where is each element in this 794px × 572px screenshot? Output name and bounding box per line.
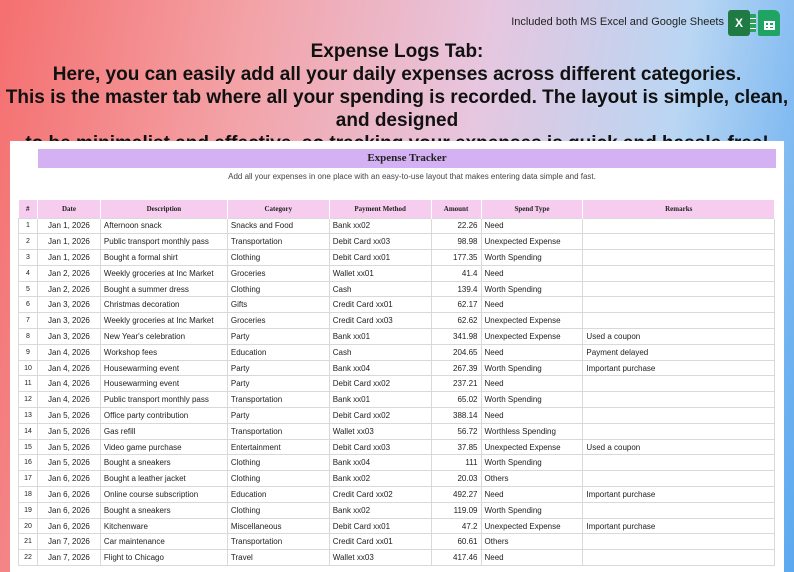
date-cell[interactable]: Jan 7, 2026 (37, 550, 100, 566)
sheet-title: Expense Tracker (38, 149, 776, 168)
table-row (19, 234, 775, 250)
category-cell[interactable]: Transportation (227, 392, 329, 408)
category-cell[interactable]: Party (227, 329, 329, 345)
description-cell[interactable]: Public transport monthly pass (100, 392, 227, 408)
date-cell[interactable]: Jan 5, 2026 (37, 423, 100, 439)
spend-type-cell[interactable]: Need (481, 487, 583, 503)
date-cell[interactable]: Jan 5, 2026 (37, 439, 100, 455)
remarks-cell[interactable] (583, 234, 775, 250)
row-number[interactable]: 20 (19, 518, 38, 534)
table-row (19, 518, 775, 534)
date-cell[interactable]: Jan 5, 2026 (37, 455, 100, 471)
description-cell[interactable]: Office party contribution (100, 408, 227, 424)
row-number[interactable]: 16 (19, 455, 38, 471)
amount-cell[interactable]: 41.4 (431, 265, 481, 281)
table-row (19, 344, 775, 360)
column-header[interactable]: Description (100, 200, 227, 218)
row-number[interactable]: 19 (19, 502, 38, 518)
payment-method-cell[interactable]: Wallet xx03 (329, 423, 431, 439)
row-number[interactable]: 1 (19, 218, 38, 234)
remarks-cell[interactable]: Payment delayed (583, 344, 775, 360)
amount-cell[interactable]: 98.98 (431, 234, 481, 250)
description-cell[interactable]: Flight to Chicago (100, 550, 227, 566)
description-cell[interactable]: Weekly groceries at Inc Market (100, 265, 227, 281)
amount-cell[interactable]: 22.26 (431, 218, 481, 234)
amount-cell[interactable]: 47.2 (431, 518, 481, 534)
category-cell[interactable]: Clothing (227, 250, 329, 266)
payment-method-cell[interactable]: Credit Card xx01 (329, 534, 431, 550)
amount-cell[interactable]: 139.4 (431, 281, 481, 297)
category-cell[interactable]: Clothing (227, 471, 329, 487)
table-body (19, 218, 775, 566)
table-row (19, 392, 775, 408)
payment-method-cell[interactable]: Debit Card xx01 (329, 518, 431, 534)
row-number[interactable]: 10 (19, 360, 38, 376)
payment-method-cell[interactable]: Credit Card xx03 (329, 313, 431, 329)
date-cell[interactable]: Jan 1, 2026 (37, 218, 100, 234)
table-row (19, 329, 775, 345)
amount-cell[interactable]: 177.35 (431, 250, 481, 266)
amount-cell[interactable]: 37.85 (431, 439, 481, 455)
excel-icon: X (728, 10, 750, 36)
table-row (19, 439, 775, 455)
amount-cell[interactable]: 417.46 (431, 550, 481, 566)
table-row (19, 360, 775, 376)
category-cell[interactable]: Transportation (227, 423, 329, 439)
payment-method-cell[interactable]: Debit Card xx03 (329, 439, 431, 455)
category-cell[interactable]: Party (227, 408, 329, 424)
table-row (19, 218, 775, 234)
date-cell[interactable]: Jan 2, 2026 (37, 265, 100, 281)
remarks-cell[interactable] (583, 313, 775, 329)
payment-method-cell[interactable]: Debit Card xx02 (329, 376, 431, 392)
amount-cell[interactable]: 388.14 (431, 408, 481, 424)
table-header-row (19, 200, 775, 218)
date-cell[interactable]: Jan 2, 2026 (37, 281, 100, 297)
remarks-cell[interactable] (583, 455, 775, 471)
remarks-cell[interactable] (583, 297, 775, 313)
column-header[interactable]: Amount (431, 200, 481, 218)
remarks-cell[interactable] (583, 534, 775, 550)
row-number[interactable]: 6 (19, 297, 38, 313)
remarks-cell[interactable] (583, 408, 775, 424)
table-row (19, 297, 775, 313)
headline-line-1: Expense Logs Tab: (310, 41, 484, 62)
date-cell[interactable]: Jan 4, 2026 (37, 360, 100, 376)
payment-method-cell[interactable]: Bank xx01 (329, 392, 431, 408)
amount-cell[interactable]: 119.09 (431, 502, 481, 518)
date-cell[interactable]: Jan 6, 2026 (37, 502, 100, 518)
remarks-cell[interactable]: Used a coupon (583, 439, 775, 455)
category-cell[interactable]: Clothing (227, 281, 329, 297)
table-row (19, 487, 775, 503)
category-cell[interactable]: Groceries (227, 313, 329, 329)
date-cell[interactable]: Jan 6, 2026 (37, 471, 100, 487)
row-number[interactable]: 2 (19, 234, 38, 250)
date-cell[interactable]: Jan 6, 2026 (37, 518, 100, 534)
category-cell[interactable]: Entertainment (227, 439, 329, 455)
amount-cell[interactable]: 267.39 (431, 360, 481, 376)
payment-method-cell[interactable]: Debit Card xx03 (329, 234, 431, 250)
date-cell[interactable]: Jan 4, 2026 (37, 376, 100, 392)
spend-type-cell[interactable]: Worth Spending (481, 455, 583, 471)
payment-method-cell[interactable]: Wallet xx01 (329, 265, 431, 281)
spend-type-cell[interactable]: Need (481, 297, 583, 313)
description-cell[interactable]: Bought a leather jacket (100, 471, 227, 487)
description-cell[interactable]: Afternoon snack (100, 218, 227, 234)
column-header[interactable]: Payment Method (329, 200, 431, 218)
row-number[interactable]: 15 (19, 439, 38, 455)
row-number[interactable]: 12 (19, 392, 38, 408)
description-cell[interactable]: Workshop fees (100, 344, 227, 360)
description-cell[interactable]: Gas refill (100, 423, 227, 439)
spend-type-cell[interactable]: Need (481, 408, 583, 424)
row-number[interactable]: 3 (19, 250, 38, 266)
payment-method-cell[interactable]: Bank xx02 (329, 471, 431, 487)
table-row (19, 408, 775, 424)
category-cell[interactable]: Travel (227, 550, 329, 566)
spend-type-cell[interactable]: Need (481, 550, 583, 566)
description-cell[interactable]: New Year's celebration (100, 329, 227, 345)
column-header[interactable]: Spend Type (481, 200, 583, 218)
remarks-cell[interactable] (583, 471, 775, 487)
description-cell[interactable]: Video game purchase (100, 439, 227, 455)
payment-method-cell[interactable]: Credit Card xx01 (329, 297, 431, 313)
spend-type-cell[interactable]: Need (481, 265, 583, 281)
category-cell[interactable]: Education (227, 487, 329, 503)
spend-type-cell[interactable]: Need (481, 376, 583, 392)
remarks-cell[interactable]: Important purchase (583, 360, 775, 376)
date-cell[interactable]: Jan 3, 2026 (37, 313, 100, 329)
description-cell[interactable]: Christmas decoration (100, 297, 227, 313)
payment-method-cell[interactable]: Cash (329, 344, 431, 360)
description-cell[interactable]: Bought a sneakers (100, 502, 227, 518)
remarks-cell[interactable]: Important purchase (583, 487, 775, 503)
amount-cell[interactable]: 492.27 (431, 487, 481, 503)
row-number[interactable]: 5 (19, 281, 38, 297)
table-row (19, 250, 775, 266)
date-cell[interactable]: Jan 1, 2026 (37, 250, 100, 266)
payment-method-cell[interactable]: Debit Card xx01 (329, 250, 431, 266)
remarks-cell[interactable]: Used a coupon (583, 329, 775, 345)
headline-line-2: Here, you can easily add all your daily expenses across different categories. (52, 64, 742, 85)
date-cell[interactable]: Jan 7, 2026 (37, 534, 100, 550)
amount-cell[interactable]: 237.21 (431, 376, 481, 392)
row-number[interactable]: 11 (19, 376, 38, 392)
spend-type-cell[interactable]: Unexpected Expense (481, 313, 583, 329)
remarks-cell[interactable] (583, 392, 775, 408)
amount-cell[interactable]: 56.72 (431, 423, 481, 439)
description-cell[interactable]: Bought a summer dress (100, 281, 227, 297)
description-cell[interactable]: Housewarming event (100, 360, 227, 376)
table-row (19, 313, 775, 329)
date-cell[interactable]: Jan 4, 2026 (37, 392, 100, 408)
row-number[interactable]: 21 (19, 534, 38, 550)
remarks-cell[interactable] (583, 281, 775, 297)
description-cell[interactable]: Weekly groceries at Inc Market (100, 313, 227, 329)
payment-method-cell[interactable]: Debit Card xx02 (329, 408, 431, 424)
table-row (19, 423, 775, 439)
table-row (19, 550, 775, 566)
payment-method-cell[interactable]: Bank xx01 (329, 329, 431, 345)
row-number[interactable]: 13 (19, 408, 38, 424)
category-cell[interactable]: Transportation (227, 534, 329, 550)
table-row (19, 281, 775, 297)
amount-cell[interactable]: 60.61 (431, 534, 481, 550)
category-cell[interactable]: Party (227, 376, 329, 392)
expense-table (18, 200, 775, 566)
google-sheets-icon (758, 10, 780, 36)
description-cell[interactable]: Housewarming event (100, 376, 227, 392)
column-header[interactable]: Category (227, 200, 329, 218)
remarks-cell[interactable] (583, 218, 775, 234)
app-icons (728, 10, 780, 36)
spend-type-cell[interactable]: Worth Spending (481, 281, 583, 297)
payment-method-cell[interactable]: Bank xx02 (329, 218, 431, 234)
description-cell[interactable]: Bought a formal shirt (100, 250, 227, 266)
spend-type-cell[interactable]: Need (481, 344, 583, 360)
row-number[interactable]: 7 (19, 313, 38, 329)
description-cell[interactable]: Online course subscription (100, 487, 227, 503)
column-header[interactable]: # (19, 200, 38, 218)
spend-type-cell[interactable]: Unexpected Expense (481, 234, 583, 250)
category-cell[interactable]: Party (227, 360, 329, 376)
date-cell[interactable]: Jan 6, 2026 (37, 487, 100, 503)
remarks-cell[interactable] (583, 376, 775, 392)
category-cell[interactable]: Transportation (227, 234, 329, 250)
category-cell[interactable]: Clothing (227, 502, 329, 518)
amount-cell[interactable]: 65.02 (431, 392, 481, 408)
category-cell[interactable]: Snacks and Food (227, 218, 329, 234)
amount-cell[interactable]: 62.17 (431, 297, 481, 313)
remarks-cell[interactable] (583, 423, 775, 439)
row-number[interactable]: 8 (19, 329, 38, 345)
spend-type-cell[interactable]: Others (481, 471, 583, 487)
category-cell[interactable]: Miscellaneous (227, 518, 329, 534)
date-cell[interactable]: Jan 5, 2026 (37, 408, 100, 424)
table-row (19, 455, 775, 471)
amount-cell[interactable]: 204.65 (431, 344, 481, 360)
spend-type-cell[interactable]: Worth Spending (481, 360, 583, 376)
payment-method-cell[interactable]: Bank xx02 (329, 502, 431, 518)
table-row (19, 376, 775, 392)
remarks-cell[interactable] (583, 265, 775, 281)
column-header[interactable]: Remarks (583, 200, 775, 218)
spreadsheet-sheet (10, 141, 784, 572)
description-cell[interactable]: Car maintenance (100, 534, 227, 550)
description-cell[interactable]: Public transport monthly pass (100, 234, 227, 250)
category-cell[interactable]: Groceries (227, 265, 329, 281)
remarks-cell[interactable] (583, 250, 775, 266)
spend-type-cell[interactable]: Unexpected Expense (481, 518, 583, 534)
row-number[interactable]: 9 (19, 344, 38, 360)
category-cell[interactable]: Clothing (227, 455, 329, 471)
remarks-cell[interactable] (583, 550, 775, 566)
spend-type-cell[interactable]: Need (481, 218, 583, 234)
spend-type-cell[interactable]: Worth Spending (481, 392, 583, 408)
category-cell[interactable]: Education (227, 344, 329, 360)
amount-cell[interactable]: 341.98 (431, 329, 481, 345)
spend-type-cell[interactable]: Worth Spending (481, 250, 583, 266)
date-cell[interactable]: Jan 3, 2026 (37, 297, 100, 313)
spend-type-cell[interactable]: Worthless Spending (481, 423, 583, 439)
payment-method-cell[interactable]: Bank xx04 (329, 360, 431, 376)
spend-type-cell[interactable]: Unexpected Expense (481, 329, 583, 345)
row-number[interactable]: 14 (19, 423, 38, 439)
payment-method-cell[interactable]: Bank xx04 (329, 455, 431, 471)
remarks-cell[interactable]: Important purchase (583, 518, 775, 534)
row-number[interactable]: 4 (19, 265, 38, 281)
spend-type-cell[interactable]: Unexpected Expense (481, 439, 583, 455)
date-cell[interactable]: Jan 1, 2026 (37, 234, 100, 250)
top-note: Included both MS Excel and Google Sheets (511, 16, 724, 28)
description-cell[interactable]: Bought a sneakers (100, 455, 227, 471)
amount-cell[interactable]: 111 (431, 455, 481, 471)
row-number[interactable]: 17 (19, 471, 38, 487)
headline-line-3: This is the master tab where all your spending is recorded. The layout is simple, clean, and designed (5, 87, 789, 131)
spend-type-cell[interactable]: Others (481, 534, 583, 550)
amount-cell[interactable]: 62.62 (431, 313, 481, 329)
headline (0, 40, 794, 155)
sheet-subtitle: Add all your expenses in one place with an easy-to-use layout that makes entering data simple and fast. (228, 172, 596, 181)
row-number[interactable]: 22 (19, 550, 38, 566)
category-cell[interactable]: Gifts (227, 297, 329, 313)
table-row (19, 534, 775, 550)
date-cell[interactable]: Jan 4, 2026 (37, 344, 100, 360)
remarks-cell[interactable] (583, 502, 775, 518)
date-cell[interactable]: Jan 3, 2026 (37, 329, 100, 345)
table-row (19, 471, 775, 487)
payment-method-cell[interactable]: Cash (329, 281, 431, 297)
table-row (19, 502, 775, 518)
row-number[interactable]: 18 (19, 487, 38, 503)
payment-method-cell[interactable]: Wallet xx03 (329, 550, 431, 566)
amount-cell[interactable]: 20.03 (431, 471, 481, 487)
description-cell[interactable]: Kitchenware (100, 518, 227, 534)
table-row (19, 265, 775, 281)
spend-type-cell[interactable]: Worth Spending (481, 502, 583, 518)
payment-method-cell[interactable]: Credit Card xx02 (329, 487, 431, 503)
column-header[interactable]: Date (37, 200, 100, 218)
